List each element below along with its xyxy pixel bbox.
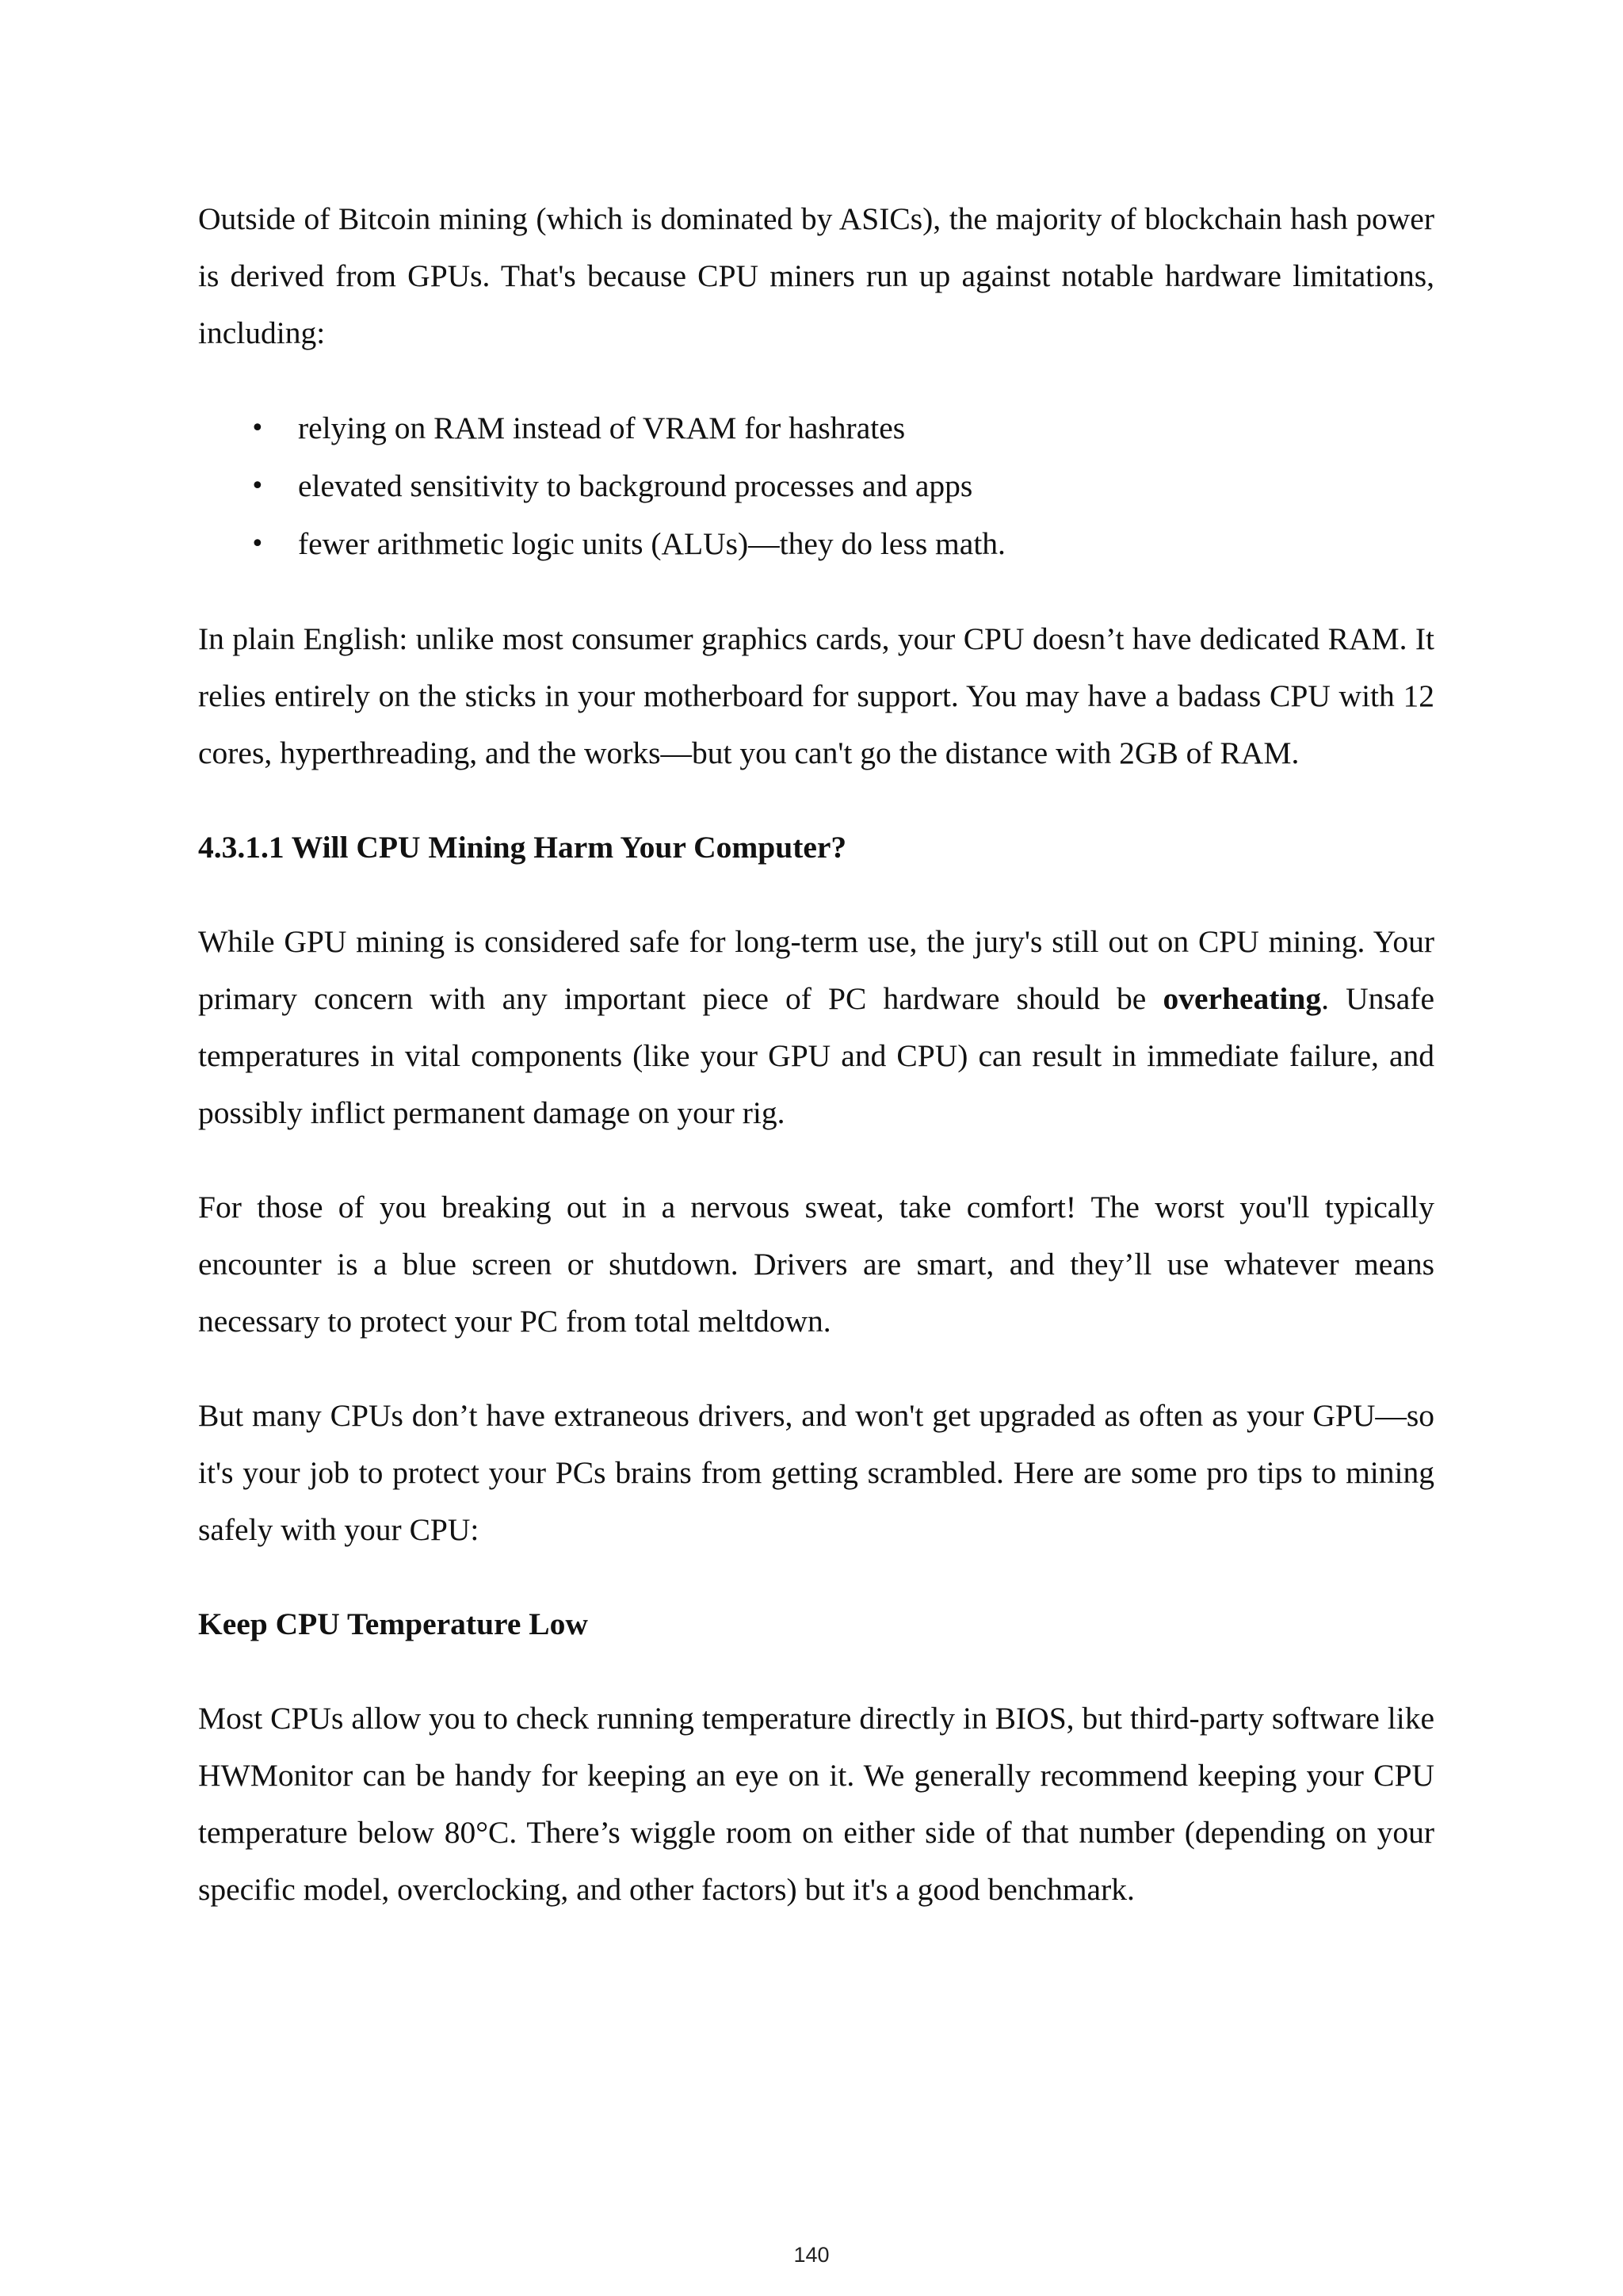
list-item: • fewer arithmetic logic units (ALUs)—they do less math. bbox=[198, 515, 1434, 573]
section-heading: 4.3.1.1 Will CPU Mining Harm Your Computer? bbox=[198, 830, 847, 865]
intro-paragraph: Outside of Bitcoin mining (which is dominated by ASICs), the majority of blockchain hash power is derived from GPUs. That's because CPU miners run up against notable hardware limitations, including: bbox=[198, 201, 1434, 350]
list-item: • elevated sensitivity to background processes and apps bbox=[198, 457, 1434, 515]
bullet-icon: • bbox=[250, 415, 265, 442]
list-item: • relying on RAM instead of VRAM for hashrates bbox=[198, 399, 1434, 457]
drivers-paragraph: But many CPUs don’t have extraneous drivers, and won't get upgraded as often as your GPU—so it's your job to protect your PCs brains from getting scrambled. Here are some pro tips to mining safely with your CPU: bbox=[198, 1398, 1434, 1547]
page-number: 140 bbox=[793, 2243, 830, 2267]
plain-english-paragraph: In plain English: unlike most consumer graphics cards, your CPU doesn’t have dedicated RAM. It relies entirely on the sticks in your motherboard for support. You may have a badass CPU with 12 cores, hyperthreading, and the works—but you can't go the distance with 2GB of RAM. bbox=[198, 621, 1434, 770]
tip-paragraph: Most CPUs allow you to check running temperature directly in BIOS, but third-party software like HWMonitor can be handy for keeping an eye on it. We generally recommend keeping your CPU temperature below 80°C. There’s wiggle room on either side of that number (depending on your specific model, overclocking, and other factors) but it's a good benchmark. bbox=[198, 1701, 1434, 1907]
overheating-emphasis: overheating bbox=[1163, 981, 1322, 1016]
reassurance-paragraph: For those of you breaking out in a nervous sweat, take comfort! The worst you'll typically encounter is a blue screen or shutdown. Drivers are smart, and they’ll use whatever means necessary to protect your PC from total meltdown. bbox=[198, 1190, 1434, 1339]
limitations-list bbox=[198, 399, 1434, 573]
bullet-icon: • bbox=[250, 472, 265, 500]
overheating-paragraph: While GPU mining is considered safe for long-term use, the jury's still out on CPU mining. Your primary concern with any important piece of PC hardware should be overheating. Unsafe temperatures in vital components (like your GPU and CPU) can result in immediate failure, and possibly inflict permanent damage on your rig. bbox=[198, 924, 1434, 1130]
bullet-icon: • bbox=[250, 530, 265, 558]
tip-heading: Keep CPU Temperature Low bbox=[198, 1606, 588, 1641]
page-body bbox=[198, 190, 1434, 1918]
